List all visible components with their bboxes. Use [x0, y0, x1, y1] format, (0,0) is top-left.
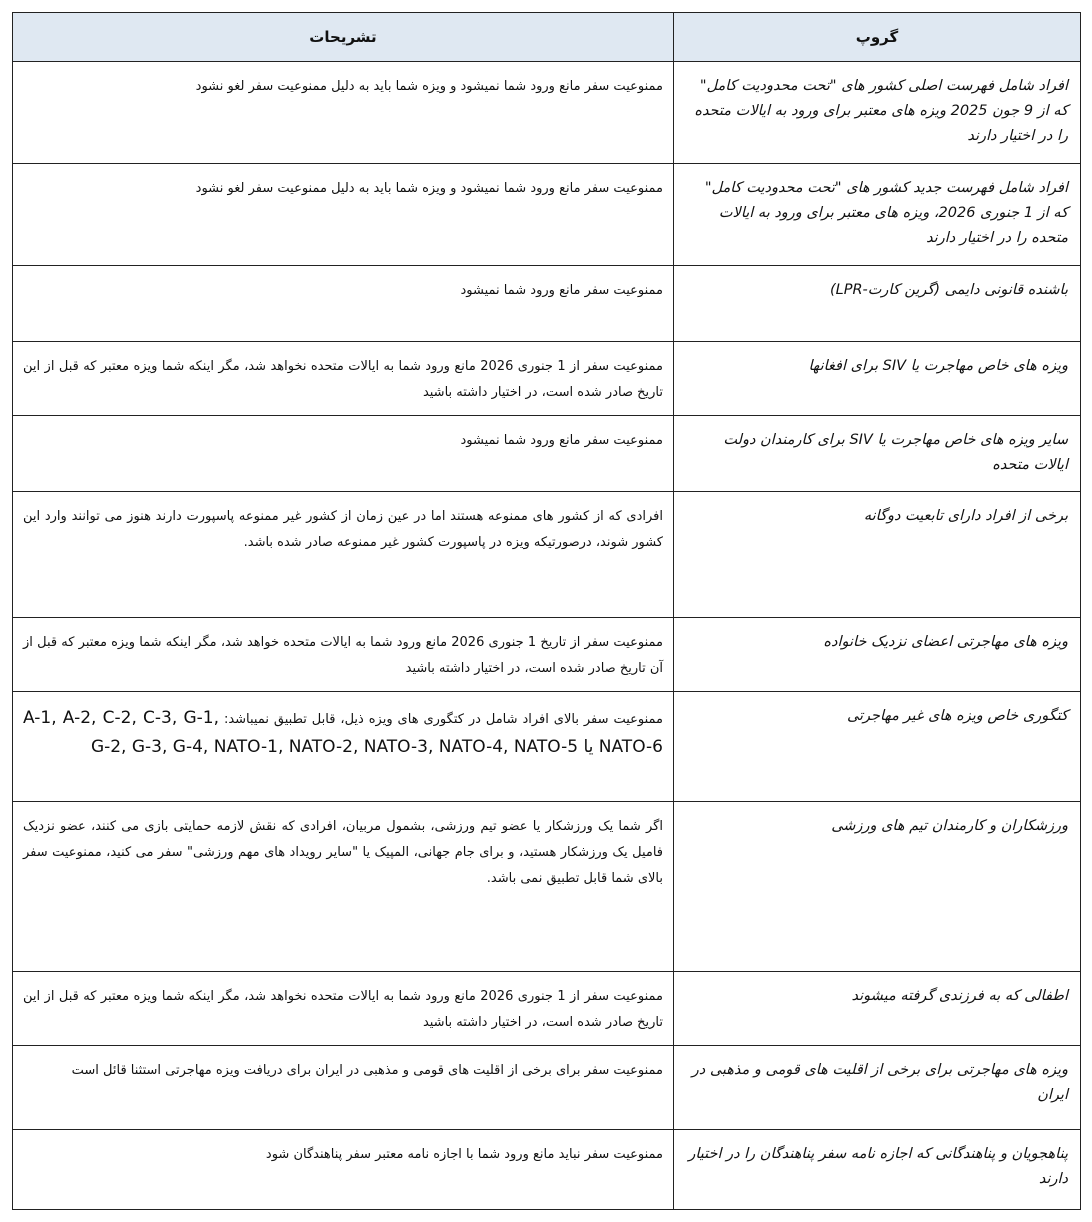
description-text: ممنوعیت سفر بالای افراد شامل در کتگوری های ویزه ذیل، قابل تطبیق نمیباشد:	[223, 712, 664, 727]
group-cell: پناهجویان و پناهندگانی که اجازه نامه سفر پناهندگان را در اختیار دارند	[674, 1130, 1081, 1210]
description-cell: اگر شما یک ورزشکار یا عضو تیم ورزشی، بشمول مربیان، افرادی که نقش لازمه حمایتی بازی می کنند، عضو نزدیک فامیل یک ورزشکار هستید، و برای جام جهانی، المپیک یا "سایر رویداد های مهم ورزشی" سفر می کنید، ممنوعیت سفر بالای شما قابل تطبیق نمی باشد.	[13, 802, 674, 972]
table-header-row	[13, 13, 1081, 62]
table-row	[13, 1046, 1081, 1130]
table-row	[13, 164, 1081, 266]
description-cell: ممنوعیت سفر نباید مانع ورود شما با اجازه نامه معتبر سفر پناهندگان شود	[13, 1130, 674, 1210]
description-cell: ممنوعیت سفر مانع ورود شما نمیشود و ویزه شما باید به دلیل ممنوعیت سفر لغو نشود	[13, 62, 674, 164]
description-cell: ممنوعیت سفر مانع ورود شما نمیشود	[13, 416, 674, 492]
description-cell	[13, 692, 674, 802]
table-row	[13, 692, 1081, 802]
group-cell: ویزه های خاص مهاجرت یا SIV برای افغانها	[674, 342, 1081, 416]
group-cell: سایر ویزه های خاص مهاجرت یا SIV برای کارمندان دولت ایالات متحده	[674, 416, 1081, 492]
travel-ban-table	[12, 12, 1081, 1210]
table-row	[13, 266, 1081, 342]
group-cell: باشنده قانونی دایمی (گرین کارت-LPR)	[674, 266, 1081, 342]
group-cell: ویزه های مهاجرتی اعضای نزدیک خانواده	[674, 618, 1081, 692]
table-row	[13, 802, 1081, 972]
group-cell: ورزشکاران و کارمندان تیم های ورزشی	[674, 802, 1081, 972]
group-cell: افراد شامل فهرست اصلی کشور های "تحت محدودیت کامل" که از 9 جون 2025 ویزه های معتبر برای ورود به ایالات متحده را در اختیار دارند	[674, 62, 1081, 164]
table-row	[13, 416, 1081, 492]
column-header-group: گروپ	[674, 13, 1081, 62]
description-cell: ممنوعیت سفر از 1 جنوری 2026 مانع ورود شما به ایالات متحده نخواهد شد، مگر اینکه شما ویزه معتبر که قبل از این تاریخ صادر شده است، در اختیار داشته باشید	[13, 342, 674, 416]
group-cell: برخی از افراد دارای تابعیت دوگانه	[674, 492, 1081, 618]
description-cell: ممنوعیت سفر برای برخی از اقلیت های قومی و مذهبی در ایران برای دریافت ویزه مهاجرتی استثنا قائل است	[13, 1046, 674, 1130]
group-cell: ویزه های مهاجرتی برای برخی از اقلیت های قومی و مذهبی در ایران	[674, 1046, 1081, 1130]
description-cell: ممنوعیت سفر از تاریخ 1 جنوری 2026 مانع ورود شما به ایالات متحده خواهد شد، مگر اینکه شما ویزه معتبر که قبل از آن تاریخ صادر شده است، در اختیار داشته باشید	[13, 618, 674, 692]
table-row	[13, 492, 1081, 618]
group-cell: اطفالی که به فرزندی گرفته میشوند	[674, 972, 1081, 1046]
table-row	[13, 618, 1081, 692]
table-row	[13, 62, 1081, 164]
table-row	[13, 972, 1081, 1046]
description-cell: ممنوعیت سفر مانع ورود شما نمیشود و ویزه شما باید به دلیل ممنوعیت سفر لغو نشود	[13, 164, 674, 266]
table-row	[13, 342, 1081, 416]
description-cell: ممنوعیت سفر از 1 جنوری 2026 مانع ورود شما به ایالات متحده نخواهد شد، مگر اینکه شما ویزه معتبر که قبل از این تاریخ صادر شده است، در اختیار داشته باشید	[13, 972, 674, 1046]
visa-category-codes: A-1, A-2, C-2, C-3, G-1, G-2, G-3, G-4, NATO-1, NATO-2, NATO-3, NATO-4, NATO-5 یا NATO-6	[23, 708, 663, 757]
group-cell: کتگوری خاص ویزه های غیر مهاجرتی	[674, 692, 1081, 802]
column-header-description: تشریحات	[13, 13, 674, 62]
group-cell: افراد شامل فهرست جدید کشور های "تحت محدودیت کامل" که از 1 جنوری 2026، ویزه های معتبر برای ورود به ایالات متحده را در اختیار دارند	[674, 164, 1081, 266]
description-cell: افرادی که از کشور های ممنوعه هستند اما در عین زمان از کشور غیر ممنوعه پاسپورت دارند هنوز می توانند وارد این کشور شوند، درصورتیکه ویزه در پاسپورت کشور غیر ممنوعه صادر شده باشد.	[13, 492, 674, 618]
table-row	[13, 1130, 1081, 1210]
description-cell: ممنوعیت سفر مانع ورود شما نمیشود	[13, 266, 674, 342]
